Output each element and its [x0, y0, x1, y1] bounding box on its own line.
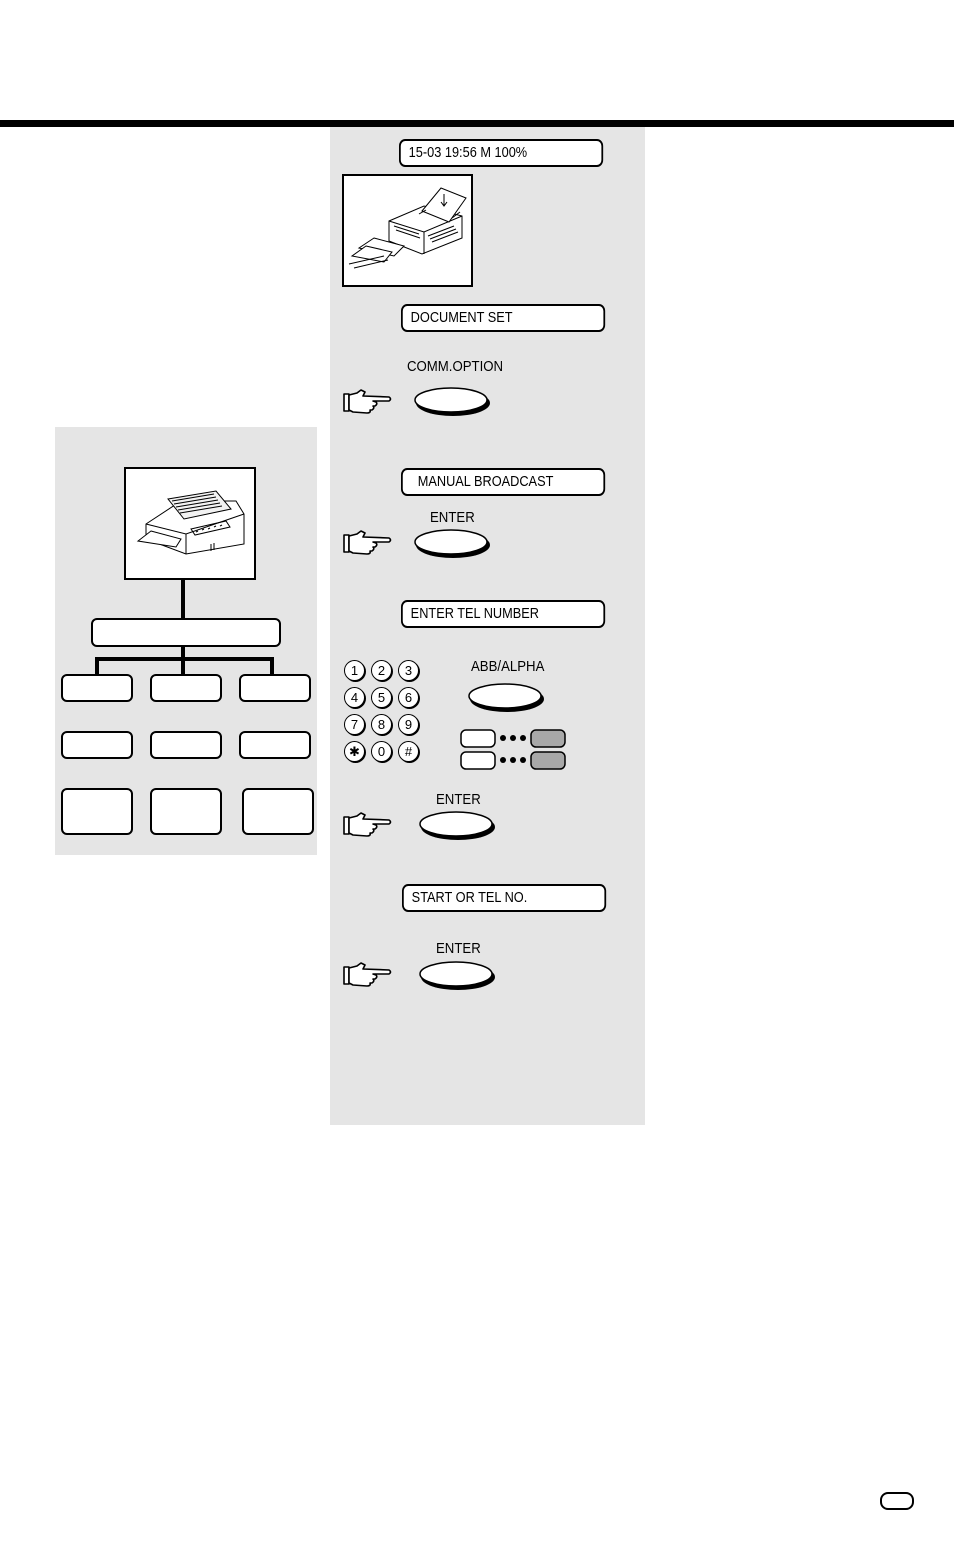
- keypad-key[interactable]: ✱: [344, 741, 365, 762]
- keypad-key[interactable]: 5: [371, 687, 392, 708]
- fax-machine-icon: [344, 176, 471, 285]
- keypad-key[interactable]: 8: [371, 714, 392, 735]
- enter-label: ENTER: [436, 791, 481, 808]
- recipient-node: [61, 788, 133, 835]
- recipient-node: [150, 788, 222, 835]
- keypad-key[interactable]: 0: [371, 741, 392, 762]
- keypad-key[interactable]: 7: [344, 714, 365, 735]
- lcd-display-standby: 15-03 19:56 M 100%: [399, 139, 603, 167]
- recipient-node: [61, 674, 133, 702]
- keypad-key[interactable]: 2: [371, 660, 392, 681]
- recipient-node: [242, 788, 314, 835]
- pointing-hand-icon: [343, 812, 393, 838]
- keypad-key[interactable]: 6: [398, 687, 419, 708]
- enter-label: ENTER: [430, 509, 475, 526]
- enter-label: ENTER: [436, 940, 481, 957]
- lcd-display-start-or-tel: START OR TEL NO.: [402, 884, 606, 912]
- lcd-display-document-set: DOCUMENT SET: [401, 304, 605, 332]
- pointing-hand-icon: [343, 530, 393, 556]
- one-touch-keys[interactable]: [459, 728, 571, 772]
- enter-button[interactable]: [413, 528, 493, 560]
- pointing-hand-icon: [343, 389, 393, 415]
- lcd-display-enter-tel-number: ENTER TEL NUMBER: [401, 600, 605, 628]
- recipient-node: [150, 731, 222, 759]
- lcd-display-manual-broadcast: MANUAL BROADCAST: [401, 468, 605, 496]
- recipient-node: [61, 731, 133, 759]
- recipient-node: [239, 731, 311, 759]
- recipient-node: [239, 674, 311, 702]
- keypad-key[interactable]: 1: [344, 660, 365, 681]
- comm-option-label: COMM.OPTION: [407, 358, 504, 375]
- keypad-key[interactable]: 9: [398, 714, 419, 735]
- keypad-key[interactable]: 4: [344, 687, 365, 708]
- keypad-key[interactable]: #: [398, 741, 419, 762]
- abb-alpha-label: ABB/ALPHA: [471, 658, 545, 675]
- recipient-node: [150, 674, 222, 702]
- document-feed-figure: [342, 174, 473, 287]
- pointing-hand-icon: [343, 962, 393, 988]
- enter-button[interactable]: [418, 960, 498, 992]
- abb-alpha-button[interactable]: [466, 682, 548, 714]
- page-tab: [880, 1492, 914, 1510]
- keypad-key[interactable]: 3: [398, 660, 419, 681]
- comm-option-button[interactable]: [413, 386, 493, 418]
- enter-button[interactable]: [418, 810, 498, 842]
- numeric-keypad: [344, 660, 424, 768]
- broadcast-node: [91, 618, 281, 647]
